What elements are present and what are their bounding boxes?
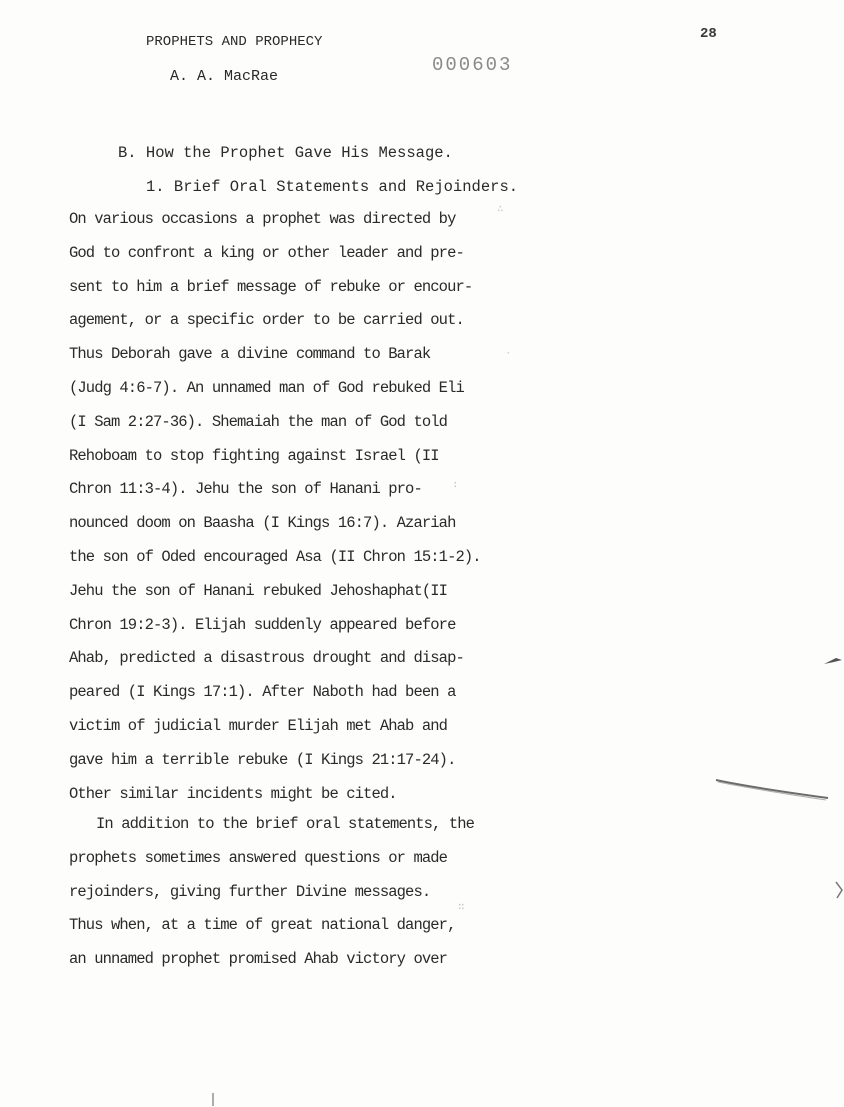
archive-number-stamp: 000603 bbox=[432, 54, 513, 76]
page-number: 28 bbox=[700, 26, 717, 42]
text-line: Chron 11:3-4). Jehu the son of Hanani pro- bbox=[69, 480, 422, 499]
text-line: Ahab, predicted a disastrous drought and disap- bbox=[69, 649, 464, 668]
paper-edge-mark bbox=[834, 880, 844, 900]
paragraph-1 bbox=[69, 203, 489, 811]
text-line: Jehu the son of Hanani rebuked Jehoshaphat(II bbox=[69, 581, 448, 600]
document-author: A. A. MacRae bbox=[170, 68, 279, 85]
text-line: an unnamed prophet promised Ahab victory over bbox=[69, 950, 448, 969]
text-line: the son of Oded encouraged Asa (II Chron 15:1-2). bbox=[69, 547, 481, 566]
paragraph-2 bbox=[69, 808, 489, 977]
document-title: PROPHETS AND PROPHECY bbox=[146, 34, 323, 50]
text-line: Rehoboam to stop fighting against Israel (II bbox=[69, 446, 439, 465]
text-line: Other similar incidents might be cited. bbox=[69, 784, 397, 803]
text-line: sent to him a brief message of rebuke or encour- bbox=[69, 277, 473, 296]
text-line: Chron 19:2-3). Elijah suddenly appeared before bbox=[69, 615, 456, 634]
bleed-through-mark: ∷ bbox=[458, 902, 465, 914]
text-line: (Judg 4:6-7). An unnamed man of God rebuked Eli bbox=[69, 378, 464, 397]
text-line: Thus when, at a time of great national danger, bbox=[69, 916, 456, 935]
text-line: rejoinders, giving further Divine messages. bbox=[69, 882, 431, 901]
text-line: (I Sam 2:27-36). Shemaiah the man of God told bbox=[69, 412, 448, 431]
bleed-through-mark: · bbox=[505, 348, 512, 360]
text-line: On various occasions a prophet was directed by bbox=[69, 210, 456, 228]
paper-edge-mark bbox=[208, 1092, 218, 1107]
text-line: Thus Deborah gave a divine command to Barak bbox=[69, 345, 431, 364]
section-heading: B. How the Prophet Gave His Message. bbox=[118, 144, 453, 162]
scan-smudge-mark bbox=[714, 776, 830, 802]
text-line: victim of judicial murder Elijah met Ahab and bbox=[69, 716, 448, 735]
text-line: nounced doom on Baasha (I Kings 16:7). Azariah bbox=[69, 514, 456, 533]
bleed-through-mark: ∴ bbox=[497, 204, 504, 216]
text-line: In addition to the brief oral statements, the bbox=[96, 815, 475, 833]
subsection-heading: 1. Brief Oral Statements and Rejoinders. bbox=[146, 178, 519, 196]
text-line: God to confront a king or other leader and pre- bbox=[69, 243, 464, 262]
text-line: peared (I Kings 17:1). After Naboth had been a bbox=[69, 683, 456, 702]
paper-tear-mark bbox=[822, 652, 844, 668]
bleed-through-mark: ∶ bbox=[452, 480, 459, 492]
text-line: agement, or a specific order to be carried out. bbox=[69, 311, 464, 330]
text-line: gave him a terrible rebuke (I Kings 21:17-24). bbox=[69, 750, 456, 769]
text-line: prophets sometimes answered questions or made bbox=[69, 848, 448, 867]
